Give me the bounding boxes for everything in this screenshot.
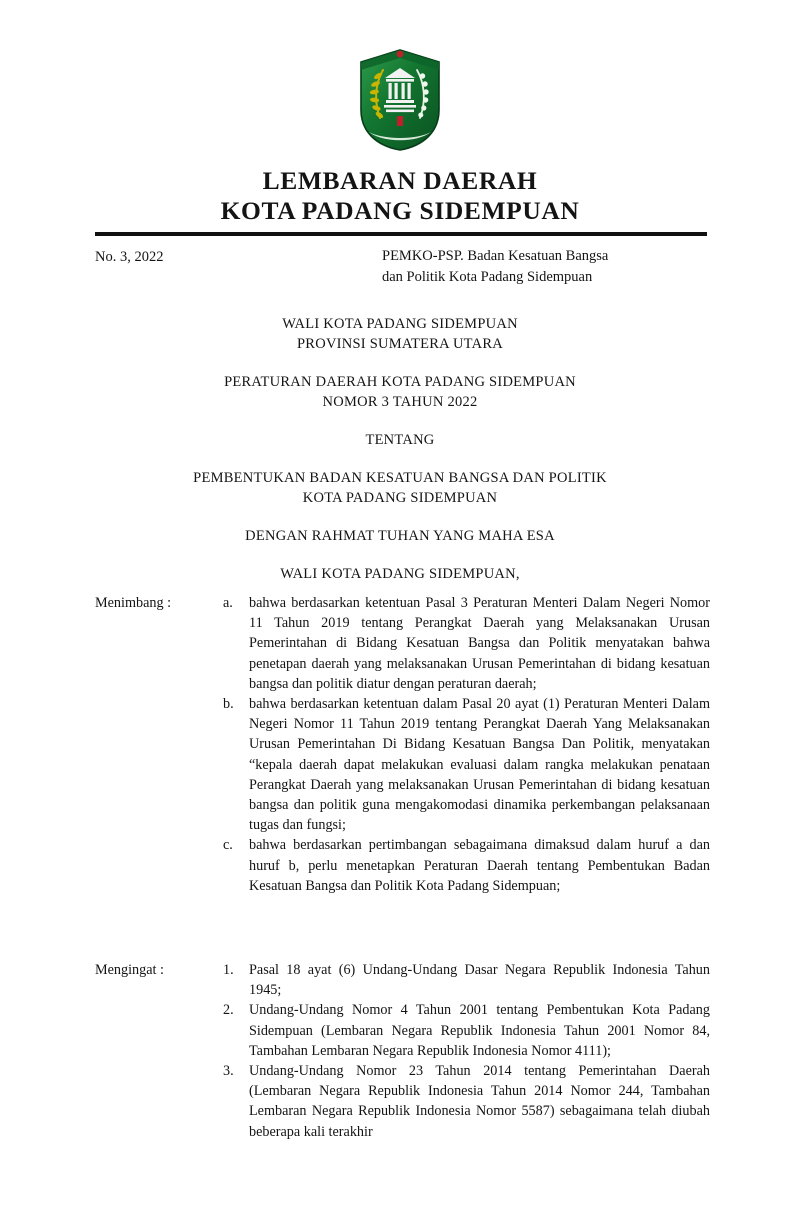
mengingat-items (223, 960, 710, 1142)
menimbang-items (223, 593, 710, 896)
clause-marker: a. (223, 595, 233, 611)
menimbang-label: Menimbang : (95, 595, 172, 611)
authority-line-1: WALI KOTA PADANG SIDEMPUAN (282, 316, 518, 332)
tentang-heading (0, 430, 800, 450)
authority-heading (0, 314, 800, 354)
signatory-line: WALI KOTA PADANG SIDEMPUAN, (280, 566, 520, 582)
clause-marker: 3. (223, 1063, 234, 1080)
coat-of-arms-icon (353, 48, 447, 152)
issuing-office (382, 246, 707, 288)
masthead-line-2: KOTA PADANG SIDEMPUAN (220, 196, 580, 225)
clause-text: Undang-Undang Nomor 4 Tahun 2001 tentang Pembentukan Kota Padang Sidempuan (Lembaran Negara Republik Indonesia Tahun 2001 Nomor 84, Tambahan Lembaran Negara Republik Indonesia Nomor 4111); (249, 1002, 710, 1059)
issuing-office-line-2: dan Politik Kota Padang Sidempuan (382, 269, 593, 285)
emblem-container (0, 48, 800, 152)
clause-item (223, 694, 710, 835)
signatory-heading (0, 564, 800, 584)
subject-line-2: KOTA PADANG SIDEMPUAN (302, 490, 498, 506)
clause-text: Pasal 18 ayat (6) Undang-Undang Dasar Negara Republik Indonesia Tahun 1945; (249, 962, 710, 999)
clause-item (223, 1061, 710, 1142)
clause-marker: 2. (223, 1002, 234, 1019)
header-row (95, 246, 707, 288)
preamble-block (0, 314, 800, 584)
mengingat-section (95, 960, 710, 1142)
clause-marker: c. (223, 837, 233, 854)
clause-text: bahwa berdasarkan ketentuan Pasal 3 Peraturan Menteri Dalam Negeri Nomor 11 Tahun 2019 tentang Perangkat Daerah yang Melaksanakan Urusan Pemerintahan di Bidang Kesatuan Bangsa dan Politik menyatakan bahwa penetapan daerah yang melaksanakan Urusan Pemerintahan di bidang kesatuan bangsa dan politik diatur dengan peraturan daerah; (249, 595, 710, 692)
gazette-number: No. 3, 2022 (95, 249, 164, 265)
masthead (0, 166, 800, 226)
clause-item (223, 960, 710, 1000)
clause-text: bahwa berdasarkan ketentuan dalam Pasal 20 ayat (1) Peraturan Menteri Dalam Negeri Nomor 11 Tahun 2019 tentang Perangkat Daerah Yang Melaksanakan Urusan Pemerintahan Di Bidang Kesatuan Bangsa Dan Politik, menyatakan “kepala daerah dapat melakukan evaluasi dalam rangka melakukan penataan Perangkat Daerah yang melaksanakan Urusan Pemerintahan di bidang kesatuan bangsa dan politik guna mengakomodasi dinamika perkembangan pelaksanaan tugas dan fungsi; (249, 696, 710, 834)
clause-text: Undang-Undang Nomor 23 Tahun 2014 tentang Pemerintahan Daerah (Lembaran Negara Republik Indonesia Tahun 2014 Nomor 244, Tambahan Lembaran Negara Republik Indonesia Nomor 5587) sebagaimana telah diubah beberapa kali terakhir (249, 1063, 710, 1140)
masthead-line-1: LEMBARAN DAERAH (262, 166, 538, 195)
subject-heading (0, 468, 800, 508)
clause-item (223, 835, 710, 896)
clause-marker: b. (223, 696, 234, 713)
subject-line-1: PEMBENTUKAN BADAN KESATUAN BANGSA DAN POLITIK (193, 470, 607, 486)
clause-item (223, 593, 710, 694)
clause-text: bahwa berdasarkan pertimbangan sebagaimana dimaksud dalam huruf a dan huruf b, perlu menetapkan Peraturan Daerah tentang Pembentukan Badan Kesatuan Bangsa dan Politik Kota Padang Sidempuan; (249, 837, 710, 894)
header-divider-rule (95, 232, 707, 236)
clause-item (223, 1000, 710, 1061)
regulation-heading (0, 372, 800, 412)
tentang-label: TENTANG (365, 432, 435, 448)
mengingat-label: Mengingat : (95, 962, 164, 978)
regulation-line-1: PERATURAN DAERAH KOTA PADANG SIDEMPUAN (224, 374, 576, 390)
menimbang-section (95, 593, 710, 896)
blessing-heading (0, 526, 800, 546)
authority-line-2: PROVINSI SUMATERA UTARA (296, 336, 503, 352)
issuing-office-line-1: PEMKO-PSP. Badan Kesatuan Bangsa (382, 248, 609, 264)
clause-marker: 1. (223, 962, 234, 978)
blessing-line: DENGAN RAHMAT TUHAN YANG MAHA ESA (245, 528, 555, 544)
regulation-line-2: NOMOR 3 TAHUN 2022 (322, 394, 478, 410)
